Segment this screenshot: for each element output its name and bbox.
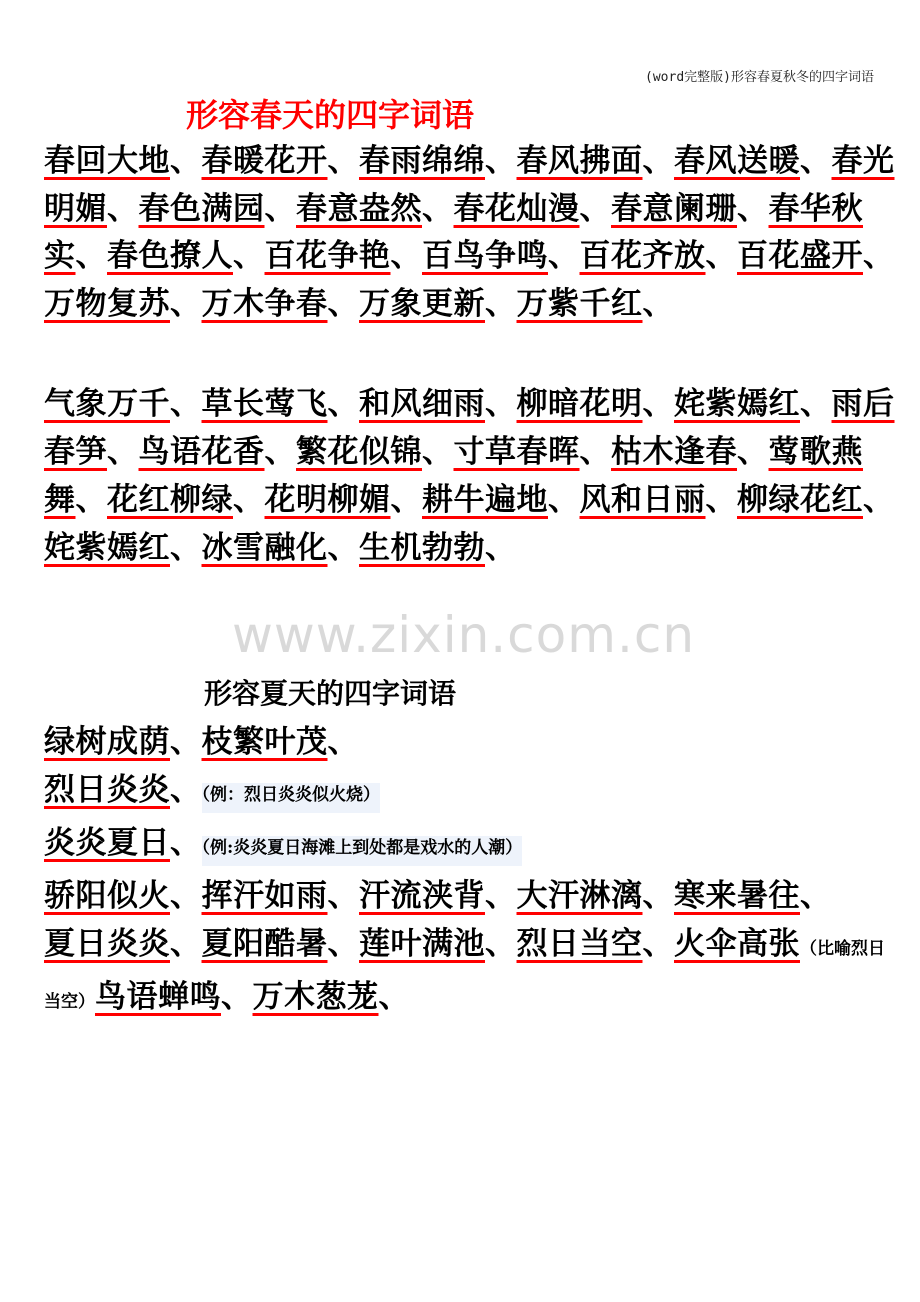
separator: 、 xyxy=(170,825,202,861)
example-note: （例:炎炎夏日海滩上到处都是戏水的人潮） xyxy=(202,836,523,866)
idiom-word: 气象万千 xyxy=(44,386,170,422)
idiom-word: 万紫千红 xyxy=(516,285,643,322)
idiom-word: 和风细雨 xyxy=(359,386,485,422)
separator: 、 xyxy=(485,530,517,566)
idiom-word: 火伞高张 xyxy=(674,926,800,962)
separator: 、 xyxy=(548,238,580,275)
separator: 、 xyxy=(737,190,769,227)
idiom-word: 耕牛遍地 xyxy=(422,482,548,518)
example-note: （比喻烈日当空） xyxy=(44,939,885,1012)
separator: 、 xyxy=(705,482,737,518)
idiom-word: 万木争春 xyxy=(201,285,328,322)
idiom-word: 夏日炎炎 xyxy=(44,926,170,962)
idiom-word: 姹紫嫣红 xyxy=(44,530,170,566)
summer-line xyxy=(44,872,900,920)
separator: 、 xyxy=(642,878,674,914)
idiom-word: 春风送暖 xyxy=(674,143,800,179)
idiom-word: 万象更新 xyxy=(359,285,485,322)
separator: 、 xyxy=(579,190,611,227)
idiom-word: 冰雪融化 xyxy=(201,530,328,566)
separator: 、 xyxy=(170,530,202,566)
separator: 、 xyxy=(170,143,202,179)
idiom-word: 万物复苏 xyxy=(44,285,170,322)
idiom-word: 挥汗如雨 xyxy=(201,878,328,914)
idiom-word: 枝繁叶茂 xyxy=(201,724,328,760)
separator: 、 xyxy=(327,878,359,914)
idiom-word: 春雨绵绵 xyxy=(359,143,485,179)
idiom-word: 春意盎然 xyxy=(296,190,422,227)
separator: 、 xyxy=(642,926,674,962)
separator: 、 xyxy=(485,878,517,914)
separator: 、 xyxy=(264,434,296,470)
separator: 、 xyxy=(863,482,895,518)
idiom-word: 寒来暑往 xyxy=(674,878,800,914)
separator: 、 xyxy=(233,482,265,518)
separator: 、 xyxy=(390,482,422,518)
idiom-word: 百花争艳 xyxy=(264,238,391,275)
separator: 、 xyxy=(170,772,202,808)
separator: 、 xyxy=(705,238,737,275)
idiom-word: 姹紫嫣红 xyxy=(674,386,800,422)
idiom-word: 柳暗花明 xyxy=(516,386,643,422)
idiom-word: 百鸟争鸣 xyxy=(422,238,548,275)
idiom-word: 柳绿花红 xyxy=(737,482,863,518)
separator: 、 xyxy=(170,285,202,322)
idiom-word: 春花灿漫 xyxy=(453,190,580,227)
idiom-word: 繁花似锦 xyxy=(296,434,422,470)
idiom-word: 夏阳酷暑 xyxy=(201,926,328,962)
idiom-word: 生机勃勃 xyxy=(359,530,485,566)
summer-line xyxy=(44,718,900,766)
separator: 、 xyxy=(579,434,611,470)
idiom-word: 莺歌燕舞 xyxy=(44,434,863,518)
summer-line xyxy=(44,766,900,819)
separator: 、 xyxy=(233,238,265,275)
separator: 、 xyxy=(75,482,107,518)
spring-title: 形容春天的四字词语 xyxy=(186,96,475,134)
separator: 、 xyxy=(800,386,832,422)
idiom-word: 花明柳媚 xyxy=(264,482,391,518)
separator: 、 xyxy=(485,926,517,962)
separator: 、 xyxy=(327,143,359,179)
idiom-word: 枯木逢春 xyxy=(611,434,737,470)
separator: 、 xyxy=(170,926,202,962)
separator: 、 xyxy=(327,285,359,322)
separator: 、 xyxy=(170,386,202,422)
idiom-word: 春色满园 xyxy=(138,190,265,227)
separator: 、 xyxy=(378,979,410,1015)
idiom-word: 春华秋实 xyxy=(44,190,863,275)
idiom-word: 鸟语蝉鸣 xyxy=(95,979,221,1015)
separator: 、 xyxy=(422,434,454,470)
separator: 、 xyxy=(485,386,517,422)
separator: 、 xyxy=(737,434,769,470)
separator: 、 xyxy=(642,285,674,322)
idiom-word: 春色撩人 xyxy=(107,238,233,275)
idiom-word: 万木葱茏 xyxy=(252,979,379,1015)
idiom-word: 春暖花开 xyxy=(201,143,328,179)
separator: 、 xyxy=(800,878,832,914)
idiom-word: 春风拂面 xyxy=(516,143,643,179)
summer-words xyxy=(44,718,900,1026)
idiom-word: 烈日当空 xyxy=(516,926,643,962)
idiom-word: 汗流浃背 xyxy=(359,878,485,914)
example-note: （例：烈日炎炎似火烧） xyxy=(202,783,381,813)
watermark: www.zixin.com.cn xyxy=(232,606,696,664)
separator: 、 xyxy=(485,143,517,179)
separator: 、 xyxy=(170,724,202,760)
summer-line xyxy=(95,979,410,1015)
spring-words-group-2 xyxy=(44,380,900,572)
separator: 、 xyxy=(863,238,895,275)
separator: 、 xyxy=(107,434,139,470)
separator: 、 xyxy=(485,285,517,322)
summer-line xyxy=(44,819,900,872)
separator: 、 xyxy=(327,386,359,422)
idiom-word: 炎炎夏日 xyxy=(44,825,170,861)
idiom-word: 百花盛开 xyxy=(737,238,863,275)
idiom-word: 绿树成荫 xyxy=(44,724,170,760)
separator: 、 xyxy=(800,143,832,179)
separator: 、 xyxy=(327,926,359,962)
idiom-word: 风和日丽 xyxy=(579,482,706,518)
idiom-word: 百花齐放 xyxy=(579,238,706,275)
idiom-word: 春光明媚 xyxy=(44,143,895,227)
idiom-word: 寸草春晖 xyxy=(453,434,580,470)
separator: 、 xyxy=(221,979,253,1015)
idiom-word: 鸟语花香 xyxy=(138,434,265,470)
separator: 、 xyxy=(422,190,454,227)
separator: 、 xyxy=(327,530,359,566)
separator: 、 xyxy=(548,482,580,518)
idiom-word: 草长莺飞 xyxy=(201,386,328,422)
idiom-word: 骄阳似火 xyxy=(44,878,170,914)
separator: 、 xyxy=(107,190,139,227)
idiom-word: 春意阑珊 xyxy=(611,190,737,227)
idiom-word: 莲叶满池 xyxy=(359,926,485,962)
idiom-word: 春回大地 xyxy=(44,143,170,179)
idiom-word: 雨后春笋 xyxy=(44,386,895,470)
document-header: (word完整版)形容春夏秋冬的四字词语 xyxy=(645,70,874,85)
separator: 、 xyxy=(327,724,359,760)
separator: 、 xyxy=(642,386,674,422)
separator: 、 xyxy=(642,143,674,179)
spring-words-group-1 xyxy=(44,138,900,328)
summer-title: 形容夏天的四字词语 xyxy=(204,677,457,710)
idiom-word: 花红柳绿 xyxy=(107,482,233,518)
separator: 、 xyxy=(390,238,422,275)
separator: 、 xyxy=(264,190,296,227)
separator: 、 xyxy=(170,878,202,914)
separator: 、 xyxy=(75,238,107,275)
idiom-word: 大汗淋漓 xyxy=(516,878,643,914)
idiom-word: 烈日炎炎 xyxy=(44,772,170,808)
